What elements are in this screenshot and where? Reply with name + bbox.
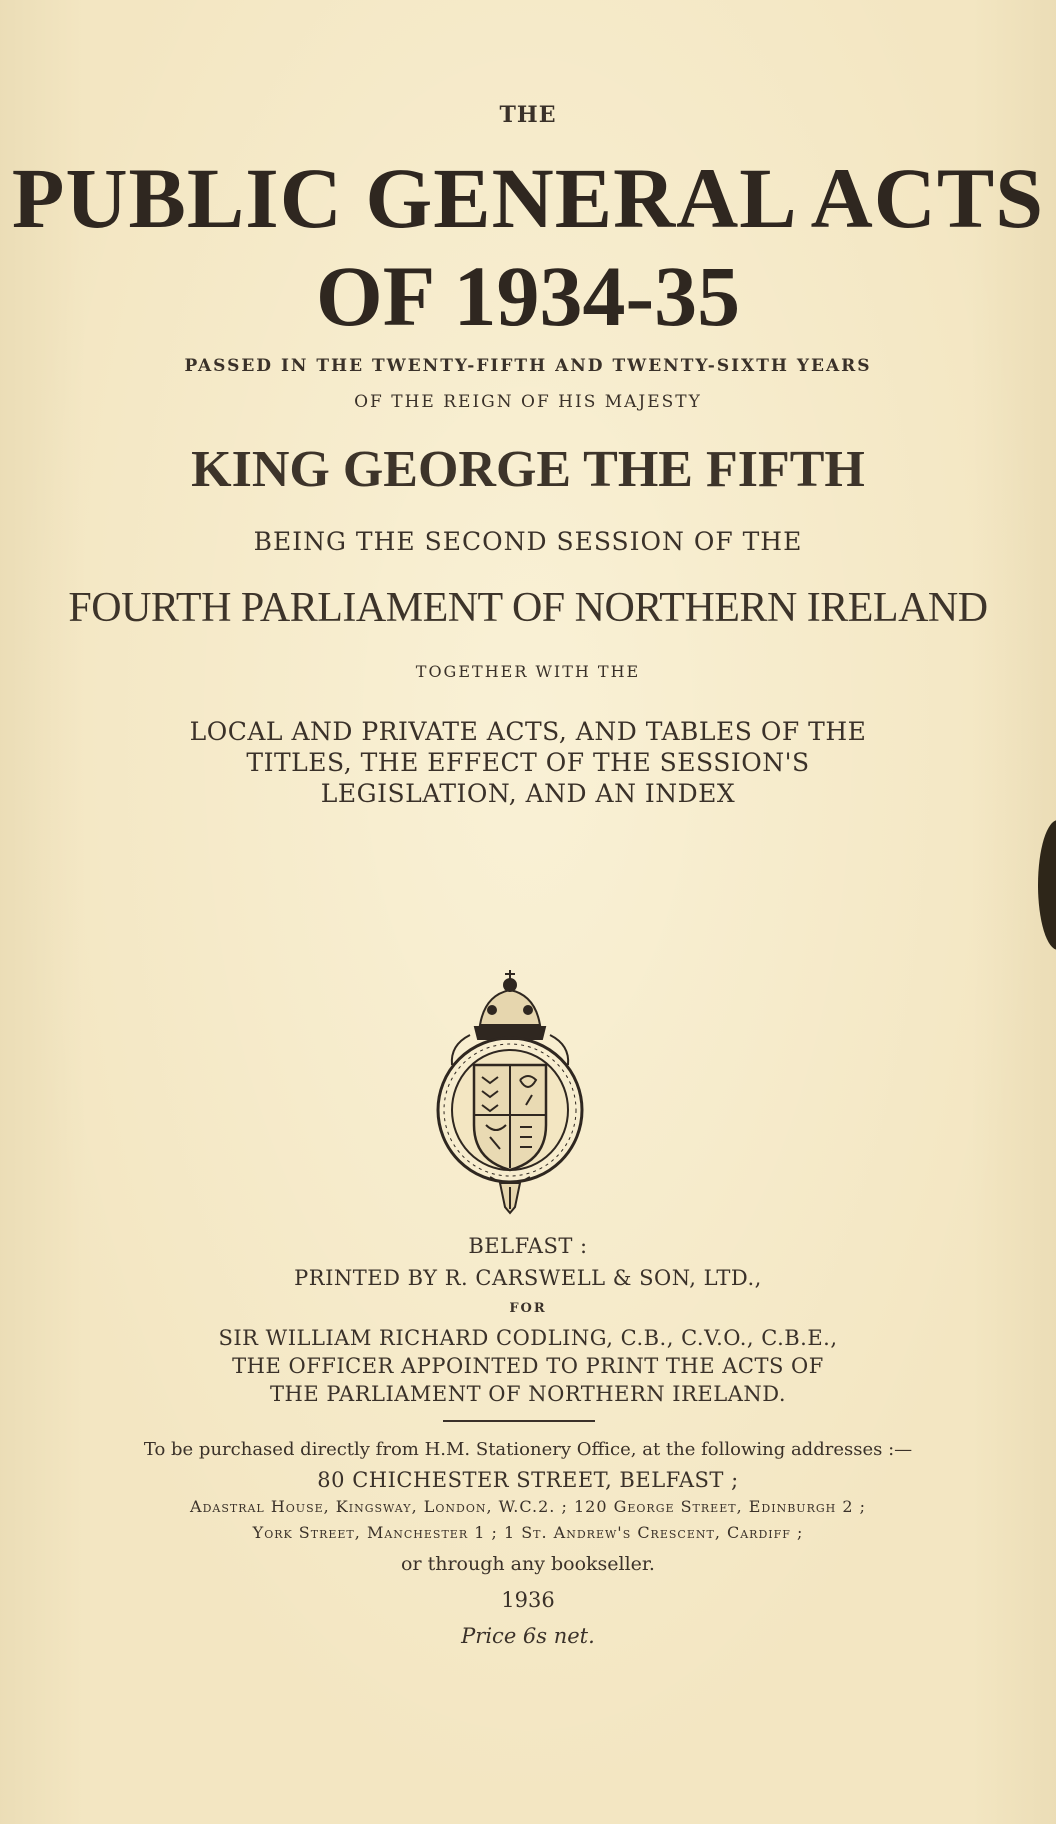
royal-coat-of-arms-icon	[430, 955, 590, 1215]
purchase-info	[0, 1434, 1056, 1654]
passed-line-2: OF THE REIGN OF HIS MAJESTY	[354, 392, 702, 412]
contents-line-1: LOCAL AND PRIVATE ACTS, AND TABLES OF THE	[189, 717, 867, 746]
purchase-address-3: York Street, Manchester 1 ; 1 St. Andrew's Crescent, Cardiff ;	[252, 1523, 804, 1542]
purchase-address-1: 80 CHICHESTER STREET, BELFAST ;	[317, 1468, 739, 1492]
price: Price 6s net.	[461, 1624, 595, 1648]
purchase-intro: To be purchased directly from H.M. Stationery Office, at the following addresses :—	[143, 1439, 913, 1460]
imprint-for: FOR	[509, 1301, 547, 1316]
main-title: PUBLIC GENERAL ACTS	[11, 150, 1045, 246]
publication-year: 1936	[501, 1588, 555, 1612]
together-line: TOGETHER WITH THE	[415, 662, 641, 681]
imprint-place: BELFAST :	[468, 1234, 588, 1258]
contents-description	[0, 716, 1056, 809]
parliament-heading: FOURTH PARLIAMENT OF NORTHERN IRELAND	[68, 585, 988, 631]
imprint-officer-line-1: SIR WILLIAM RICHARD CODLING, C.B., C.V.O., C.B.E.,	[218, 1326, 838, 1350]
purchase-address-2: Adastral House, Kingsway, London, W.C.2. ; 120 George Street, Edinburgh 2 ;	[190, 1497, 866, 1516]
contents-line-3: LEGISLATION, AND AN INDEX	[320, 779, 736, 808]
imprint-officer-line-2: THE OFFICER APPOINTED TO PRINT THE ACTS OF	[232, 1354, 824, 1378]
king-heading: KING GEORGE THE FIFTH	[191, 441, 865, 498]
purchase-bookseller: or through any bookseller.	[401, 1553, 655, 1575]
title-article: THE	[499, 102, 557, 128]
divider-rule	[443, 1420, 595, 1422]
imprint-officer-line-3: THE PARLIAMENT OF NORTHERN IRELAND.	[270, 1382, 786, 1406]
contents-line-2: TITLES, THE EFFECT OF THE SESSION'S	[246, 748, 810, 777]
imprint	[0, 1230, 1056, 1408]
page-edge-shadow	[1038, 820, 1056, 950]
session-line: BEING THE SECOND SESSION OF THE	[253, 527, 803, 556]
passed-line-1: PASSED IN THE TWENTY-FIFTH AND TWENTY-SIXTH YEARS	[184, 356, 872, 376]
imprint-printer: PRINTED BY R. CARSWELL & SON, LTD.,	[294, 1266, 762, 1290]
title-year: OF 1934-35	[315, 248, 741, 344]
